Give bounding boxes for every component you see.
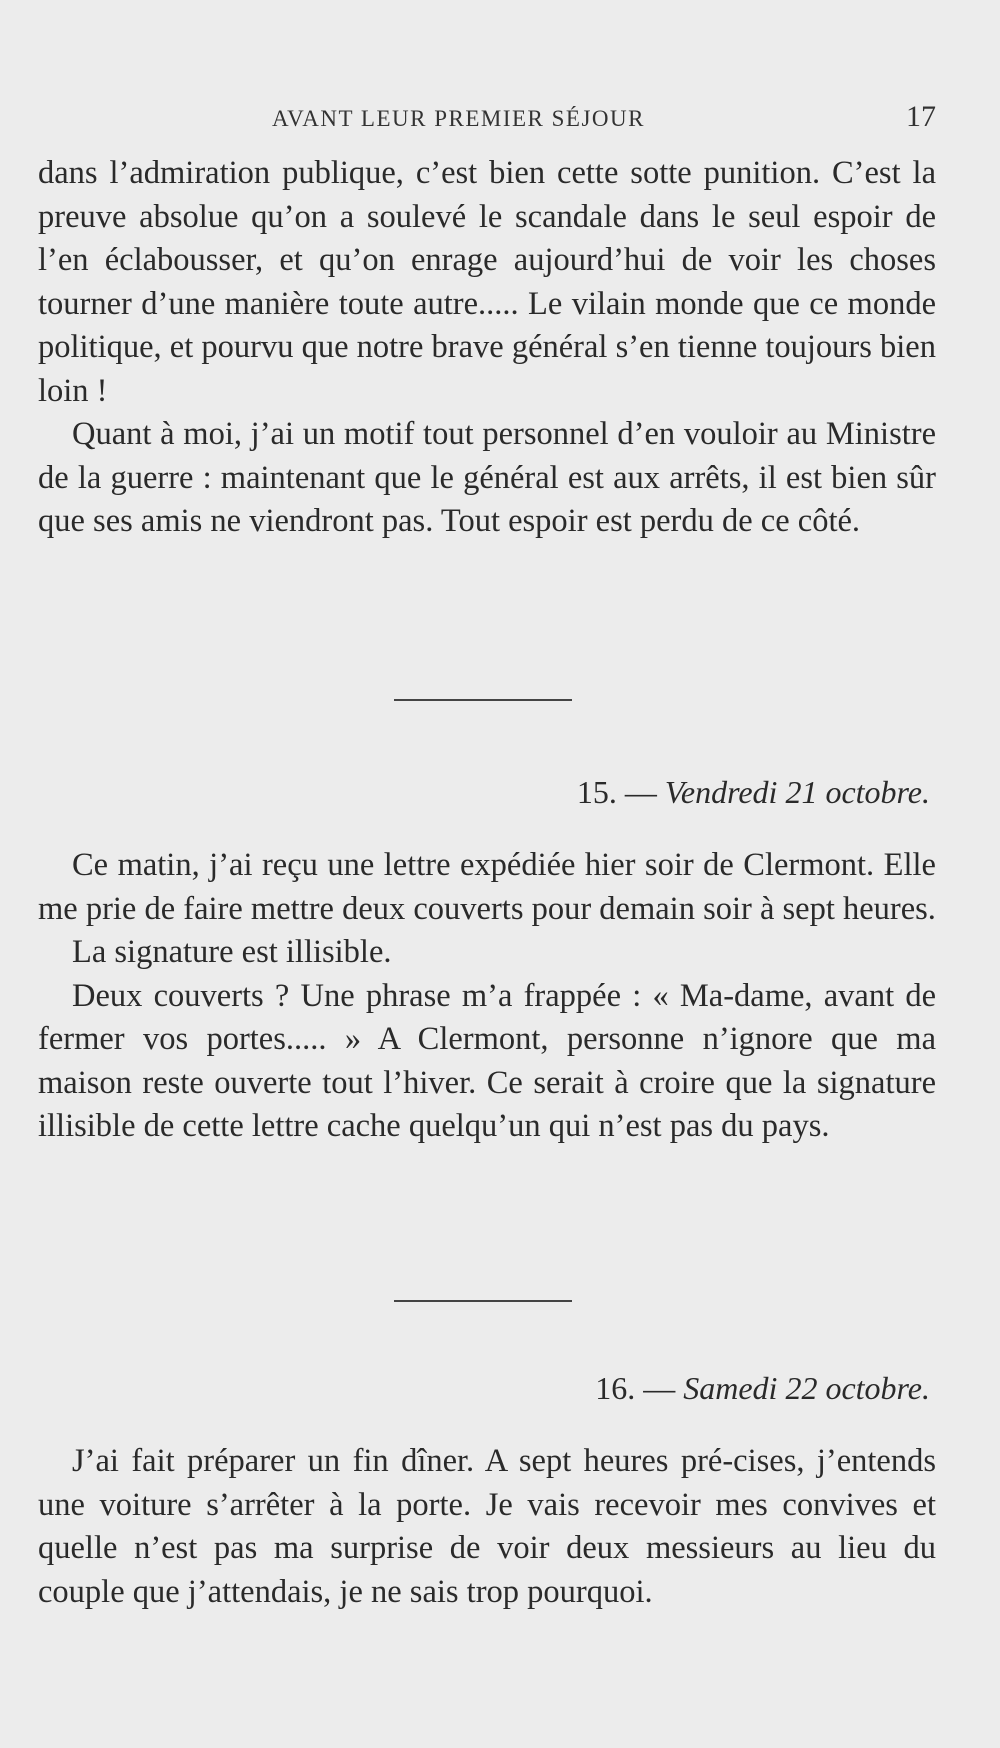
entry-number: 16. —	[595, 1370, 676, 1406]
body-text-block-2	[38, 844, 936, 1149]
body-text-block-1	[38, 152, 936, 544]
entry-heading-15	[577, 774, 930, 811]
paragraph: Quant à moi, j’ai un motif tout personnel d’en vouloir au Ministre de la guerre : maintenant que le général est aux arrêts, il est bien sûr que ses amis ne viendront pas. Tout espoir est perdu de ce côté.	[38, 416, 936, 539]
section-divider	[394, 699, 572, 701]
paragraph: La signature est illisible.	[72, 934, 392, 970]
page-number: 17	[906, 100, 936, 133]
entry-number: 15. —	[576, 774, 657, 810]
entry-date: Vendredi 21 octobre.	[664, 774, 930, 810]
entry-date: Samedi 22 octobre.	[683, 1370, 930, 1406]
paragraph: Deux couverts ? Une phrase m’a frappée : « Ma-dame, avant de fermer vos portes..... » A Clermont, personne n’ignore que ma maison reste ouverte tout l’hiver. Ce serait à croire que la signature illisible de cette lettre cache quelqu’un qui n’est pas du pays.	[38, 977, 936, 1144]
section-divider	[394, 1300, 572, 1302]
paragraph: Ce matin, j’ai reçu une lettre expédiée hier soir de Clermont. Elle me prie de faire mettre deux couverts pour demain soir à sept heures.	[38, 847, 936, 927]
entry-heading-16	[595, 1370, 930, 1407]
body-text-block-3	[38, 1440, 936, 1614]
paragraph: J’ai fait préparer un fin dîner. A sept heures pré-cises, j’entends une voiture s’arrêter à la porte. Je vais recevoir mes convives et quelle n’est pas ma surprise de voir deux messieurs au lieu du couple que j’attendais, je ne sais trop pourquoi.	[38, 1443, 936, 1610]
paragraph: dans l’admiration publique, c’est bien cette sotte punition. C’est la preuve absolue qu’on a soulevé le scandale dans le seul espoir de l’en éclabousser, et qu’on enrage aujourd’hui de voir les choses tourner d’une manière toute autre..... Le vilain monde que ce monde politique, et pourvu que notre brave général s’en tienne toujours bien loin !	[38, 155, 936, 409]
running-head: AVANT LEUR PREMIER SÉJOUR	[272, 106, 645, 131]
